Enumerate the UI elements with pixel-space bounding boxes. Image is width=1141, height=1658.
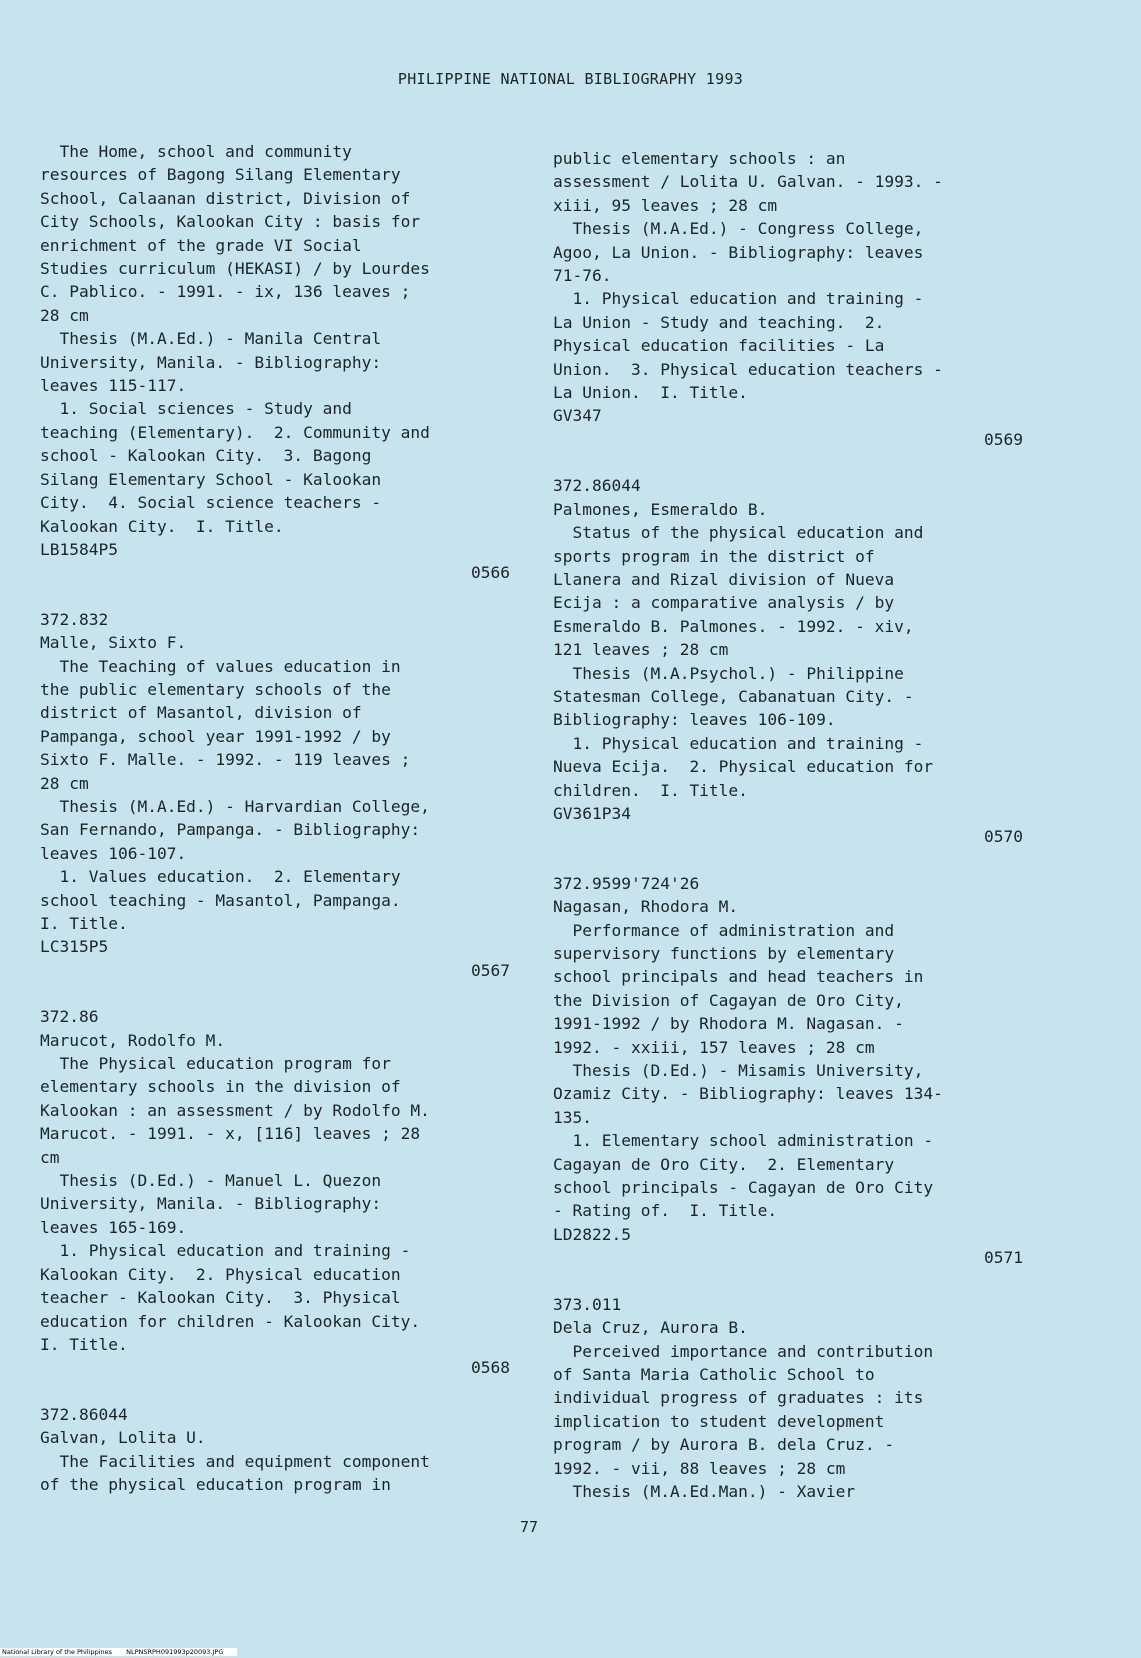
text-line: Marucot. - 1991. - x, [116] leaves ; 28 bbox=[40, 1124, 421, 1144]
text-line: 28 cm bbox=[40, 305, 89, 325]
text-line: cm bbox=[40, 1147, 60, 1167]
text-line: leaves 115-117. bbox=[40, 376, 187, 396]
text-line: LC315P5 bbox=[40, 937, 109, 957]
text-line: teacher - Kalookan City. 3. Physical bbox=[40, 1288, 401, 1308]
text-line: University, Manila. - Bibliography: bbox=[40, 1194, 382, 1214]
text-line: City Schools, Kalookan City : basis for bbox=[40, 212, 421, 232]
text-line: Status of the physical education and bbox=[553, 523, 924, 543]
text-line: Thesis (M.A.Ed.) - Manila Central bbox=[40, 329, 382, 349]
text-line: Pampanga, school year 1991-1992 / by bbox=[40, 726, 391, 746]
source-strip bbox=[0, 1648, 237, 1656]
text-line: GV347 bbox=[553, 406, 602, 426]
text-line: implication to student development bbox=[553, 1411, 885, 1431]
text-line: Kalookan : an assessment / by Rodolfo M. bbox=[40, 1100, 430, 1120]
text-line: leaves 165-169. bbox=[40, 1217, 187, 1237]
entry-gap bbox=[40, 1380, 510, 1403]
entry-gap bbox=[553, 451, 1023, 474]
source-file: NLPNSRPH091993p20093.JPG bbox=[126, 1648, 224, 1656]
text-line: Ecija : a comparative analysis / by bbox=[553, 593, 895, 613]
text-line: 1. Physical education and training - bbox=[553, 733, 924, 753]
text-line: 373.011 bbox=[553, 1294, 622, 1314]
text-line: 1. Physical education and training - bbox=[40, 1241, 411, 1261]
text-line: 1. Social sciences - Study and bbox=[40, 399, 352, 419]
text-line: Marucot, Rodolfo M. bbox=[40, 1030, 226, 1050]
text-line: sports program in the district of bbox=[553, 546, 875, 566]
text-line: Nueva Ecija. 2. Physical education for bbox=[553, 757, 934, 777]
text-line: Thesis (M.A.Psychol.) - Philippine bbox=[553, 663, 904, 683]
text-line: School, Calaanan district, Division of bbox=[40, 188, 411, 208]
text-line: 28 cm bbox=[40, 773, 89, 793]
text-line: Kalookan City. 2. Physical education bbox=[40, 1264, 401, 1284]
text-line: The Physical education program for bbox=[40, 1054, 391, 1074]
entry-number: 0567 bbox=[471, 960, 510, 980]
text-line: Bibliography: leaves 106-109. bbox=[553, 710, 836, 730]
text-line: leaves 106-107. bbox=[40, 843, 187, 863]
text-line: Llanera and Rizal division of Nueva bbox=[553, 569, 895, 589]
text-line: program / by Aurora B. dela Cruz. - bbox=[553, 1435, 895, 1455]
entry-number: 0568 bbox=[471, 1358, 510, 1378]
text-line: Ozamiz City. - Bibliography: leaves 134- bbox=[553, 1084, 943, 1104]
text-line: 372.86044 bbox=[553, 476, 641, 496]
text-line: LD2822.5 bbox=[553, 1224, 631, 1244]
text-line: the public elementary schools of the bbox=[40, 679, 391, 699]
text-line: Malle, Sixto F. bbox=[40, 633, 187, 653]
text-line: public elementary schools : an bbox=[553, 149, 846, 168]
text-line: school principals - Cagayan de Oro City bbox=[553, 1178, 934, 1198]
left-column bbox=[40, 140, 510, 1496]
text-line: 1. Elementary school administration - bbox=[553, 1131, 934, 1151]
entry-gap bbox=[40, 982, 510, 1005]
text-line: Kalookan City. I. Title. bbox=[40, 516, 284, 536]
text-line: Nagasan, Rhodora M. bbox=[553, 897, 739, 917]
source-library: National Library of the Philippines bbox=[2, 1648, 113, 1656]
text-line: C. Pablico. - 1991. - ix, 136 leaves ; bbox=[40, 282, 411, 302]
text-line: Cagayan de Oro City. 2. Elementary bbox=[553, 1154, 895, 1174]
text-line: Studies curriculum (HEKASI) / by Lourdes bbox=[40, 259, 430, 279]
entry-number: 0566 bbox=[471, 563, 510, 583]
text-line: The Home, school and community bbox=[40, 142, 352, 161]
entry-gap bbox=[553, 849, 1023, 872]
text-line: Agoo, La Union. - Bibliography: leaves bbox=[553, 242, 924, 262]
text-line: of Santa Maria Catholic School to bbox=[553, 1364, 875, 1384]
text-line: Statesman College, Cabanatuan City. - bbox=[553, 686, 914, 706]
page-header bbox=[0, 70, 1141, 88]
text-line: Thesis (M.A.Ed.Man.) - Xavier bbox=[553, 1481, 856, 1501]
text-line: supervisory functions by elementary bbox=[553, 944, 895, 963]
header-title: PHILIPPINE NATIONAL BIBLIOGRAPHY bbox=[397, 70, 697, 88]
right-column bbox=[553, 147, 1023, 1503]
entry-number: 0569 bbox=[984, 429, 1023, 449]
text-line: xiii, 95 leaves ; 28 cm bbox=[553, 195, 778, 215]
text-line: enrichment of the grade VI Social bbox=[40, 235, 362, 255]
text-line: 121 leaves ; 28 cm bbox=[553, 640, 729, 660]
text-line: Thesis (D.Ed.) - Misamis University, bbox=[553, 1061, 924, 1081]
text-line: - Rating of. I. Title. bbox=[553, 1201, 778, 1221]
text-line: Union. 3. Physical education teachers - bbox=[553, 359, 943, 379]
header-year: 1993 bbox=[705, 70, 744, 88]
text-line: The Teaching of values education in bbox=[40, 656, 401, 676]
text-line: San Fernando, Pampanga. - Bibliography: bbox=[40, 820, 421, 840]
text-line: district of Masantol, division of bbox=[40, 703, 362, 723]
entry-gap bbox=[40, 585, 510, 608]
text-line: school - Kalookan City. 3. Bagong bbox=[40, 446, 372, 466]
entry-gap bbox=[553, 1270, 1023, 1293]
text-line: individual progress of graduates : its bbox=[553, 1388, 924, 1408]
text-line: education for children - Kalookan City. bbox=[40, 1311, 421, 1331]
text-line: Thesis (D.Ed.) - Manuel L. Quezon bbox=[40, 1171, 382, 1191]
text-line: 135. bbox=[553, 1107, 592, 1127]
entry-number: 0570 bbox=[984, 827, 1023, 847]
text-line: Thesis (M.A.Ed.) - Harvardian College, bbox=[40, 796, 430, 816]
text-line: Galvan, Lolita U. bbox=[40, 1428, 206, 1448]
text-line: Palmones, Esmeraldo B. bbox=[553, 499, 768, 519]
text-line: University, Manila. - Bibliography: bbox=[40, 352, 382, 372]
text-line: 372.86044 bbox=[40, 1404, 128, 1424]
text-line: Physical education facilities - La bbox=[553, 336, 885, 356]
text-line: 372.832 bbox=[40, 609, 109, 629]
text-line: school teaching - Masantol, Pampanga. bbox=[40, 890, 401, 910]
text-line: 71-76. bbox=[553, 266, 612, 286]
text-line: of the physical education program in bbox=[40, 1474, 391, 1494]
text-line: 1. Values education. 2. Elementary bbox=[40, 867, 401, 887]
text-line: assessment / Lolita U. Galvan. - 1993. - bbox=[553, 172, 943, 192]
text-line: La Union - Study and teaching. 2. bbox=[553, 312, 885, 332]
text-line: LB1584P5 bbox=[40, 539, 118, 559]
text-line: 372.86 bbox=[40, 1007, 99, 1027]
text-line: La Union. I. Title. bbox=[553, 383, 748, 403]
text-line: Dela Cruz, Aurora B. bbox=[553, 1318, 748, 1338]
text-line: Esmeraldo B. Palmones. - 1992. - xiv, bbox=[553, 616, 914, 636]
text-line: Perceived importance and contribution bbox=[553, 1341, 934, 1361]
text-line: The Facilities and equipment component bbox=[40, 1451, 430, 1471]
entry-number: 0571 bbox=[984, 1248, 1023, 1268]
text-line: Sixto F. Malle. - 1992. - 119 leaves ; bbox=[40, 750, 411, 770]
text-line: 1992. - vii, 88 leaves ; 28 cm bbox=[553, 1458, 846, 1478]
text-line: City. 4. Social science teachers - bbox=[40, 493, 382, 513]
text-line: children. I. Title. bbox=[553, 780, 748, 800]
page-number: 77 bbox=[519, 1518, 539, 1536]
text-line: 372.9599'724'26 bbox=[553, 873, 700, 893]
text-line: school principals and head teachers in bbox=[553, 967, 924, 987]
text-line: the Division of Cagayan de Oro City, bbox=[553, 990, 904, 1010]
text-line: elementary schools in the division of bbox=[40, 1077, 401, 1097]
text-line: I. Title. bbox=[40, 914, 128, 933]
text-line: 1991-1992 / by Rhodora M. Nagasan. - bbox=[553, 1014, 904, 1034]
text-line: 1992. - xxiii, 157 leaves ; 28 cm bbox=[553, 1037, 875, 1057]
text-line: resources of Bagong Silang Elementary bbox=[40, 165, 401, 185]
text-line: GV361P34 bbox=[553, 803, 631, 823]
text-line: Silang Elementary School - Kalookan bbox=[40, 469, 382, 489]
text-line: Thesis (M.A.Ed.) - Congress College, bbox=[553, 219, 924, 239]
text-line: 1. Physical education and training - bbox=[553, 289, 924, 309]
text-line: Performance of administration and bbox=[553, 920, 895, 940]
text-line: I. Title. bbox=[40, 1334, 128, 1354]
text-line: teaching (Elementary). 2. Community and bbox=[40, 422, 430, 442]
